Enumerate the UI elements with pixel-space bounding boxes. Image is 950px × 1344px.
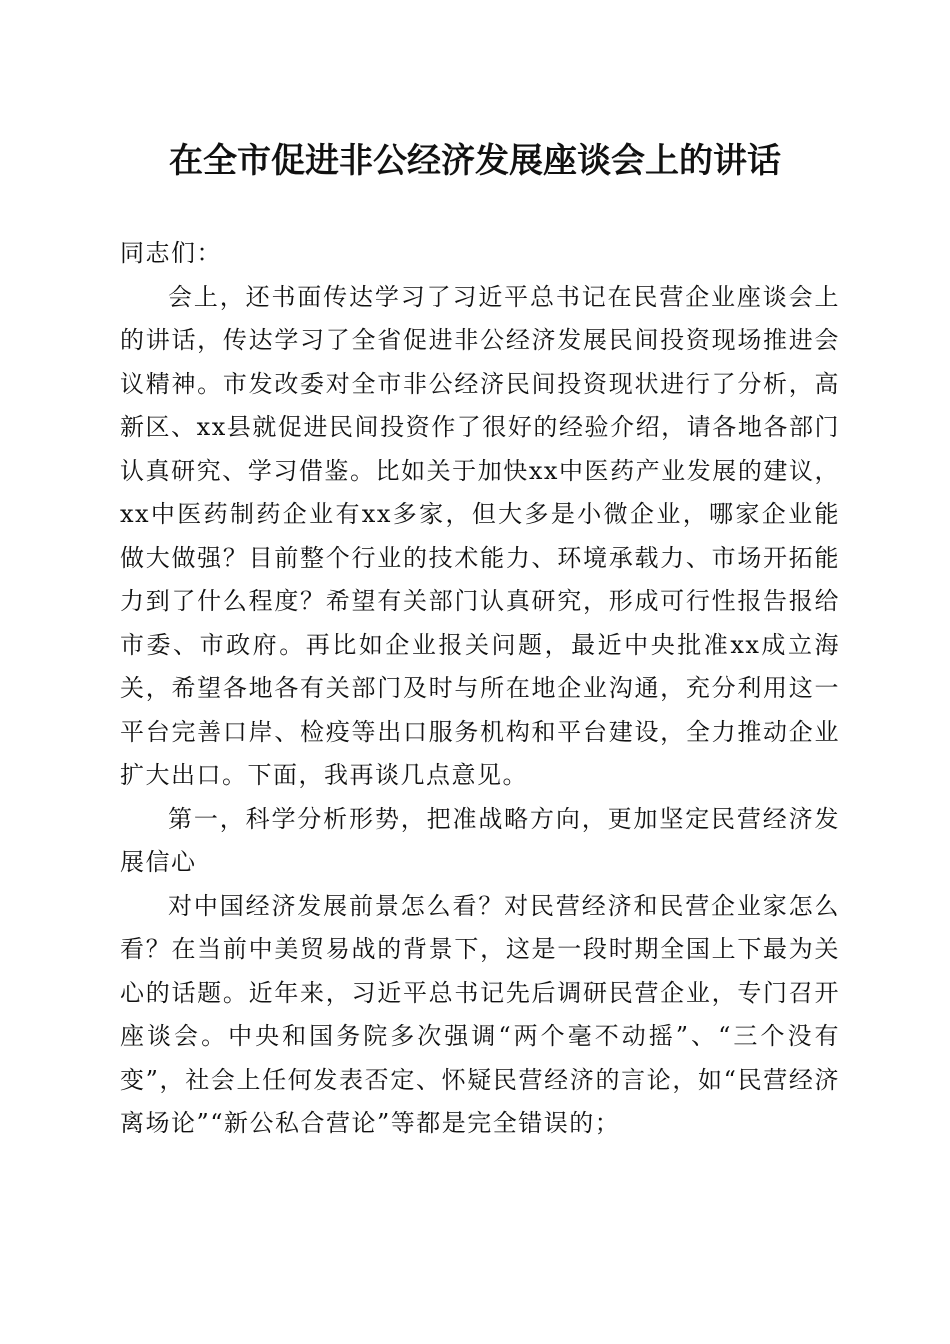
salutation: 同志们： (120, 239, 222, 267)
section-heading-first: 第一，科学分析形势，把准战略方向，更加坚定民营经济发展信心 (120, 804, 840, 876)
document-title: 在全市促进非公经济发展座谈会上的讲话 (169, 141, 781, 181)
document-body (120, 232, 840, 1146)
paragraph-opening: 会上，还书面传达学习了习近平总书记在民营企业座谈会上的讲话，传达学习了全省促进非公经济发展民间投资现场推进会议精神。市发改委对全市非公经济民间投资现状进行了分析，高新区、xx县就促进民间投资作了很好的经验介绍，请各地各部门认真研究、学习借鉴。比如关于加快xx中医药产业发展的建议，xx中医药制药企业有xx多家，但大多是小微企业，哪家企业能做大做强？目前整个行业的技术能力、环境承载力、市场开拓能力到了什么程度？希望有关部门认真研究，形成可行性报告报给市委、市政府。再比如企业报关问题，最近中央批准xx成立海关，希望各地各有关部门及时与所在地企业沟通，充分利用这一平台完善口岸、检疫等出口服务机构和平台建设，全力推动企业扩大出口。下面，我再谈几点意见。 (120, 282, 840, 789)
paragraph-first-section: 对中国经济发展前景怎么看？对民营经济和民营企业家怎么看？在当前中美贸易战的背景下，这是一段时期全国上下最为关心的话题。近年来，习近平总书记先后调研民营企业，专门召开座谈会。中央和国务院多次强调“两个毫不动摇”、“三个没有变”，社会上任何发表否定、怀疑民营经济的言论，如“民营经济离场论”“新公私合营论”等都是完全错误的； (120, 891, 840, 1137)
